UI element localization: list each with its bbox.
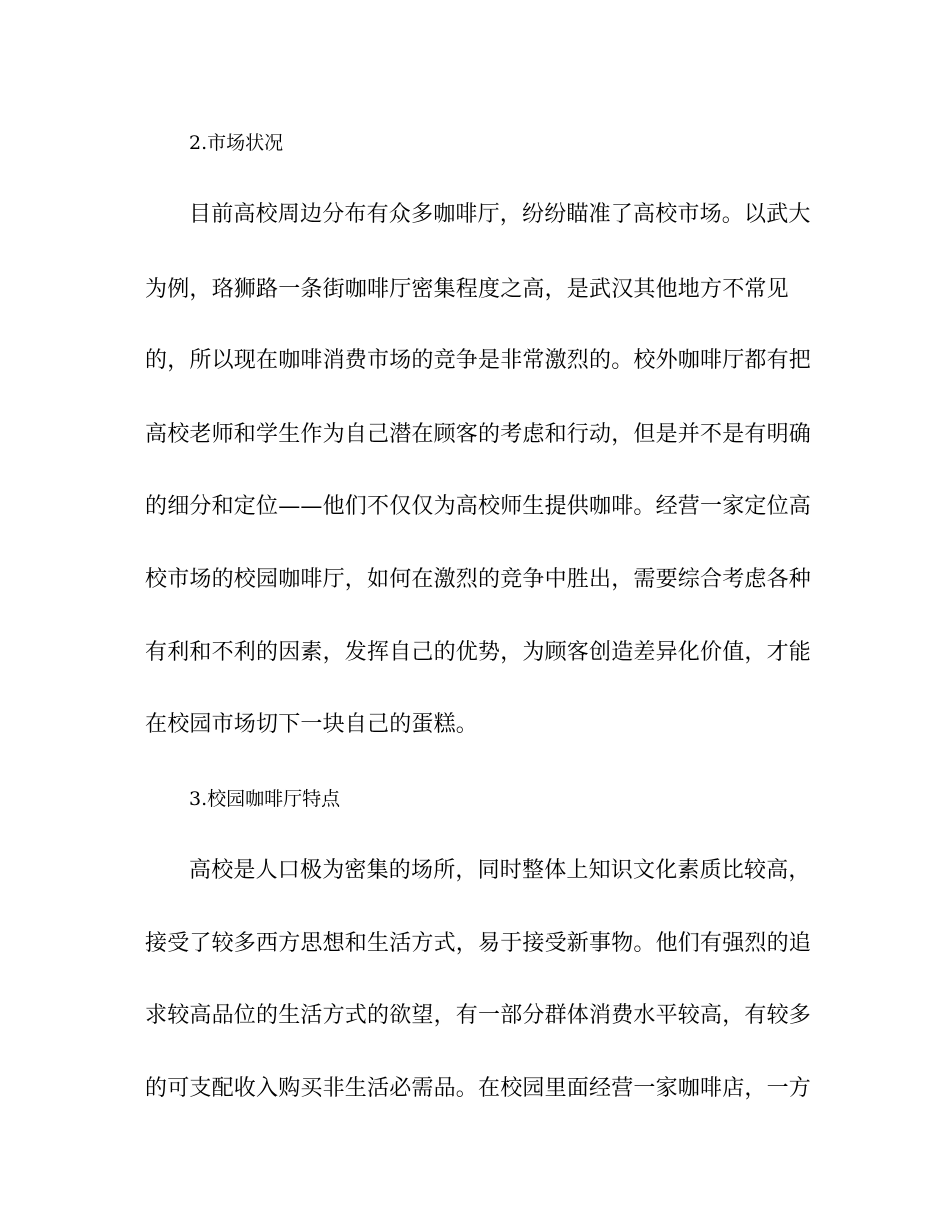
paragraph-line: 高校老师和学生作为自己潜在顾客的考虑和行动，但是并不是有明确 <box>145 422 812 447</box>
paragraph-line: 在校园市场切下一块自己的蛋糕。 <box>145 712 479 737</box>
paragraph-line: 的细分和定位——他们不仅仅为高校师生提供咖啡。经营一家定位高 <box>145 494 812 519</box>
paragraph-line: 求较高品位的生活方式的欲望，有一部分群体消费水平较高，有较多 <box>145 1003 812 1028</box>
paragraph-line: 的，所以现在咖啡消费市场的竞争是非常激烈的。校外咖啡厅都有把 <box>145 348 812 373</box>
paragraph-line: 高校是人口极为密集的场所，同时整体上知识文化素质比较高， <box>189 858 811 883</box>
paragraph-line: 接受了较多西方思想和生活方式，易于接受新事物。他们有强烈的追 <box>145 931 812 956</box>
paragraph-line: 为例，珞狮路一条街咖啡厅密集程度之高，是武汉其他地方不常见 <box>145 277 789 302</box>
section-heading-market-status: 2.市场状况 <box>189 132 284 154</box>
section-heading-campus-cafe-features: 3.校园咖啡厅特点 <box>189 788 341 810</box>
paragraph-line: 有利和不利的因素，发挥自己的优势，为顾客创造差异化价值，才能 <box>145 640 812 665</box>
paragraph-line: 校市场的校园咖啡厅，如何在激烈的竞争中胜出，需要综合考虑各种 <box>145 567 812 592</box>
paragraph-line: 的可支配收入购买非生活必需品。在校园里面经营一家咖啡店，一方 <box>145 1076 812 1101</box>
paragraph-line: 目前高校周边分布有众多咖啡厅，纷纷瞄准了高校市场。以武大 <box>189 202 811 227</box>
